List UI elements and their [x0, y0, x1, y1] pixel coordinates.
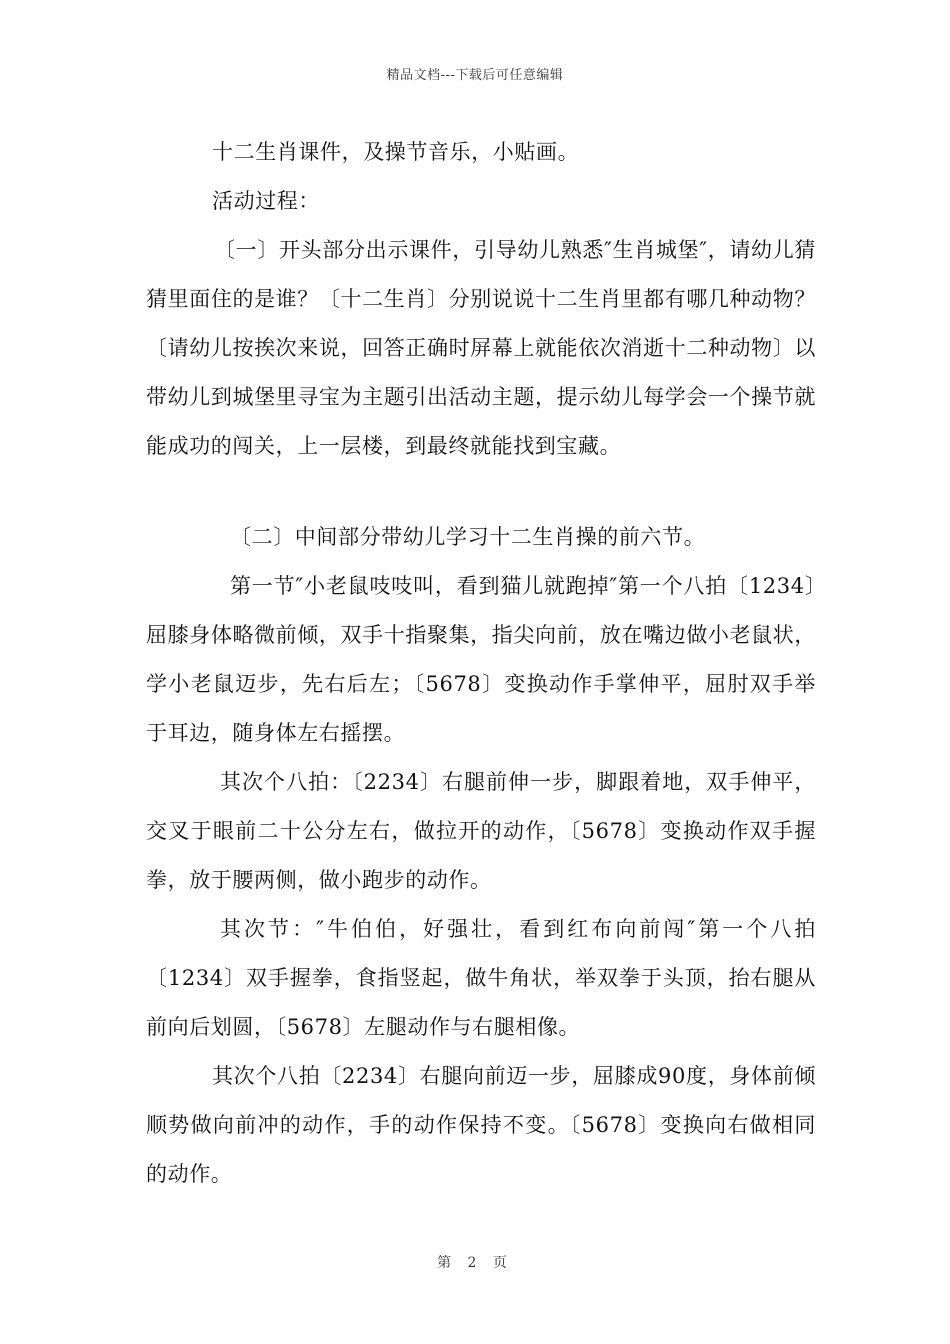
paragraph-process-heading: 活动过程： [212, 189, 320, 213]
paragraph-section-two: 〔二〕中间部分带幼儿学习十二生肖操的前六节。 [230, 525, 706, 549]
paragraph-exercise-one-second: 其次个八拍：〔2234〕右腿前伸一步，脚跟着地，双手伸平，交叉于眼前二十公分左右，做拉开的动作，〔5678〕变换动作双手握拳，放于腰两侧，做小跑步的动作。 [146, 770, 816, 892]
page-header: 精品文档---下载后可任意编辑 [386, 68, 564, 83]
paragraph-gap [146, 471, 816, 513]
document-body [146, 128, 816, 1199]
paragraph-exercise-one: 第一节″小老鼠吱吱叫，看到猫儿就跑掉″第一个八拍〔1234〕屈膝身体略微前倾，双手十指聚集，指尖向前，放在嘴边做小老鼠状，学小老鼠迈步，先右后左；〔5678〕变换动作手掌伸平，屈肘双手举于耳边，随身体左右摇摆。 [146, 574, 816, 745]
paragraph-exercise-two: 其次节：″牛伯伯，好强壮，看到红布向前闯″第一个八拍〔1234〕双手握拳，食指竖起，做牛角状，举双拳于头顶，抬右腿从前向后划圆，〔5678〕左腿动作与右腿相像。 [146, 917, 816, 1039]
paragraph-materials: 十二生肖课件，及操节音乐，小贴画。 [212, 140, 580, 164]
paragraph-exercise-two-second: 其次个八拍〔2234〕右腿向前迈一步，屈膝成90度，身体前倾顺势做向前冲的动作，手的动作保持不变。〔5678〕变换向右做相同的动作。 [146, 1064, 816, 1186]
page-number: 第 2 页 [437, 1255, 513, 1271]
paragraph-section-one: 〔一〕开头部分出示课件，引导幼儿熟悉″生肖城堡″，请幼儿猜猜里面住的是谁？〔十二生肖〕分别说说十二生肖里都有哪几种动物？〔请幼儿按挨次来说，回答正确时屏幕上就能依次消逝十二种动物〕以带幼儿到城堡里寻宝为主题引出活动主题，提示幼儿每学会一个操节就能成功的闯关，上一层楼，到最终就能找到宝藏。 [146, 238, 816, 458]
